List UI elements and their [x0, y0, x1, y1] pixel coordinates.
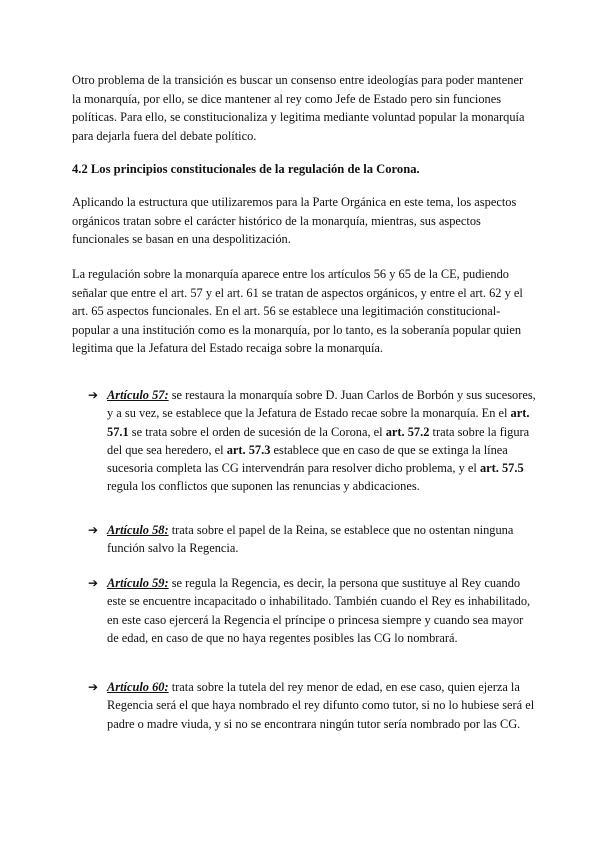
article-text: se restaura la monarquía sobre D. Juan Carlos de Borbón y sus sucesores, y a su vez, se establece que la Jefatura de Estado recae sobre la monarquía. En el — [107, 388, 536, 421]
article-title: Artículo 59: — [107, 576, 169, 590]
article-text: trata sobre el papel de la Reina, se establece que no ostentan ninguna función salvo la Regencia. — [107, 523, 514, 556]
article-text: se regula la Regencia, es decir, la persona que sustituye al Rey cuando este se encuentre incapacitado o inhabilitado. También cuando el Rey es inhabilitado, en este caso ejercerá la Regencia el príncipe o princesa siempre y cuando sea mayor de edad, en caso de que no haya regentes posibles las CG lo nombrará. — [107, 576, 531, 645]
article-reference: art. 57.2 — [385, 424, 430, 439]
article-title: Artículo 57: — [107, 388, 169, 402]
bullet-article-58 — [88, 521, 536, 558]
article-reference: art. 57.5 — [479, 461, 524, 476]
article-text: establece que en caso de que se extinga la línea sucesoria completa las CG intervendrán para resolver dicho problema, y el — [107, 442, 508, 476]
article-text: trata sobre la tutela del rey menor de edad, en ese caso, quien ejerza la Regencia será el que haya nombrado el rey difunto como tutor, si no lo hubiese será el padre o madre viuda, y si no se encontrara ningún tutor sería nombrado por las CG. — [107, 680, 535, 731]
bullet-article-60 — [88, 678, 536, 733]
article-text: se trata sobre el orden de sucesión de la Corona, el — [128, 424, 386, 439]
article-reference: art. 57.1 — [107, 406, 530, 439]
bullet-text — [107, 678, 536, 733]
article-reference: art. 57.3 — [226, 442, 271, 457]
arrow-bullet-icon: ➔ — [88, 576, 99, 590]
article-title: Artículo 58: — [107, 523, 169, 537]
bullet-article-57 — [88, 386, 536, 496]
article-text: trata sobre la figura del que sea heredero, el — [107, 424, 530, 457]
bullet-text — [107, 386, 536, 496]
article-title: Artículo 60: — [107, 680, 169, 694]
intro-paragraph: Otro problema de la transición es buscar un consenso entre ideologías para poder mantener la monarquía, por ello, se dice mantener al rey como Jefe de Estado pero sin funciones políticas. Para ello, se constitucionaliza y legitima mediante voluntad popular la monarquía para dejarla fuera del debate político. — [72, 73, 525, 143]
arrow-bullet-icon: ➔ — [88, 680, 99, 694]
bullet-text — [107, 521, 536, 558]
paragraph-regulation: La regulación sobre la monarquía aparece entre los artículos 56 y 65 de la CE, pudiendo señalar que entre el art. 57 y el art. 61 se tratan de aspectos orgánicos, y entre el art. 62 y el art. 65 aspectos funcionales. En el art. 56 se establece una legitimación constitucional-popular a una institución como es la monarquía, por lo tanto, es la soberanía popular quien legitima que la Jefatura del Estado recaiga sobre la monarquía. — [72, 267, 523, 355]
arrow-bullet-icon: ➔ — [88, 388, 99, 402]
paragraph-structure: Aplicando la estructura que utilizaremos para la Parte Orgánica en este tema, los aspectos orgánicos tratan sobre el carácter histórico de la monarquía, mientras, sus aspectos funcionales se basan en una despolitización. — [72, 195, 517, 246]
article-text: regula los conflictos que suponen las renuncias y abdicaciones. — [107, 479, 420, 494]
arrow-bullet-icon: ➔ — [88, 523, 99, 537]
bullet-article-59 — [88, 574, 536, 647]
section-heading: 4.2 Los principios constitucionales de la regulación de la Corona. — [72, 162, 420, 176]
bullet-text — [107, 574, 536, 647]
